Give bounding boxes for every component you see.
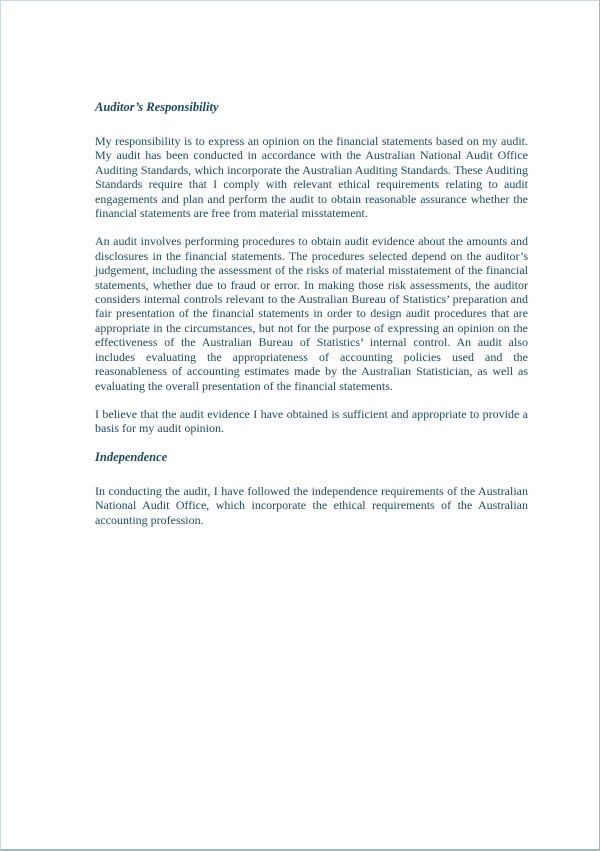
section-heading-auditors-responsibility: Auditor’s Responsibility <box>95 100 219 114</box>
paragraph-audit-procedures: An audit involves performing procedures to obtain audit evidence about the amounts and disclosures in the financial statements. The procedures selected depend on the auditor’s judgement, including the assessment of the risks of material misstatement of the financial statements, whether due to fraud or error. In making those risk assessments, the auditor considers internal controls relevant to the Australian Bureau of Statistics’ preparation and fair presentation of the financial statements in order to design audit procedures that are appropriate in the circumstances, but not for the purpose of expressing an opinion on the effectiveness of the Australian Bureau of Statistics’ internal control. An audit also includes evaluating the appropriateness of accounting policies used and the reasonableness of accounting estimates made by the Australian Statistician, as well as evaluating the overall presentation of the financial statements. <box>95 234 528 393</box>
paragraph-audit-responsibility: My responsibility is to express an opinion on the financial statements based on my audit. My audit has been conducted in accordance with the Australian National Audit Office Auditing Standards, which incorporate the Australian Auditing Standards. These Auditing Standards require that I comply with relevant ethical requirements relating to audit engagements and plan and perform the audit to obtain reasonable assurance whether the financial statements are free from material misstatement. <box>95 134 528 221</box>
paragraph-independence: In conducting the audit, I have followed the independence requirements of the Australian National Audit Office, which incorporate the ethical requirements of the Australian accounting profession. <box>95 483 528 527</box>
section-heading-independence: Independence <box>95 449 168 464</box>
paragraph-audit-evidence: I believe that the audit evidence I have obtained is sufficient and appropriate to provide a basis for my audit opinion. <box>95 406 528 436</box>
page-content <box>95 100 528 541</box>
